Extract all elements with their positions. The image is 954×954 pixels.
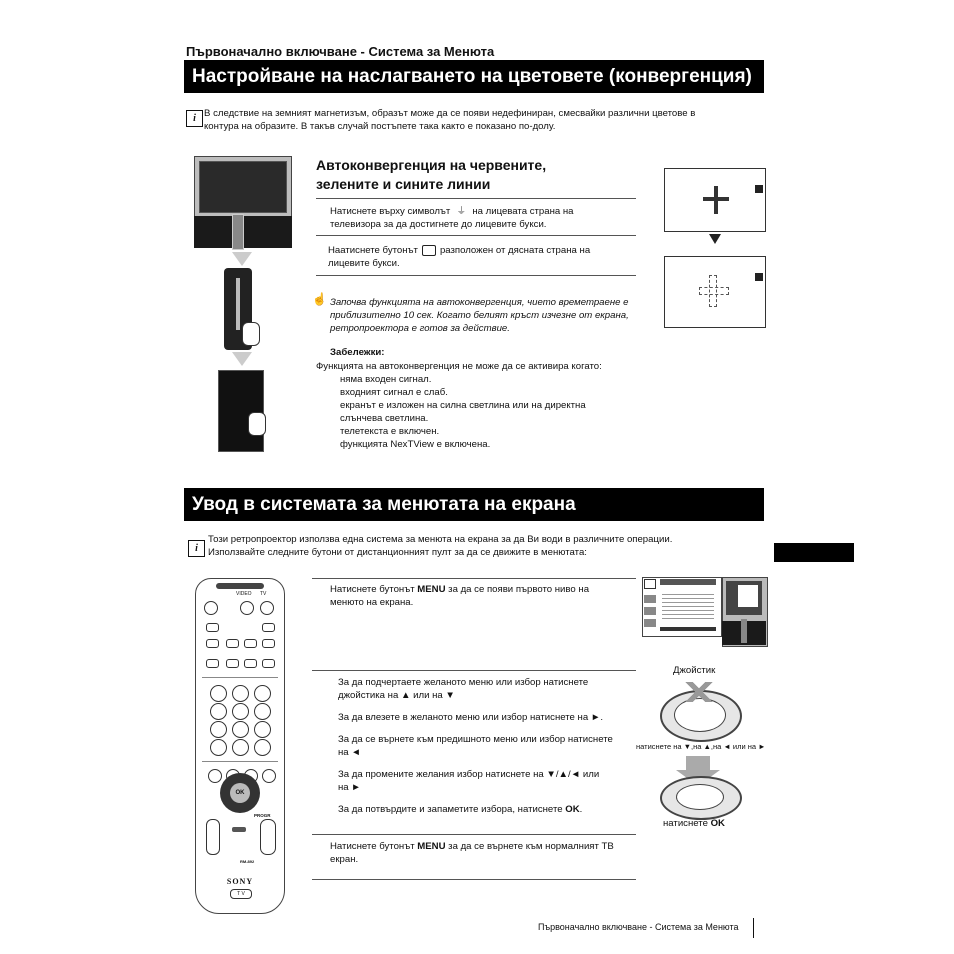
section2-intro: Този ретропроектор използва една система за менюта на екрана за да Ви води в различните операции. Използвайте следните бутони от дистанционният пулт за да се движите в менютата: <box>208 534 673 558</box>
remote-prog-label: PROGR <box>254 813 271 818</box>
remote-video-label: VIDEO <box>236 591 252 597</box>
front-panel-illustration <box>224 268 252 350</box>
ok-caption: натиснете OK <box>663 818 725 829</box>
section1-title: Настройване на наслагването на цветовете (конвергенция) <box>184 60 764 93</box>
remote-brand-logo: SONY <box>226 877 254 886</box>
divider <box>312 879 636 880</box>
autoconvergence-note: Започва функцията на автоконвергенция, чието времетраене е приблизително 10 сек. Когато белият кръст изчезне от екрана, ретропроектора е готов за действие. <box>330 297 629 334</box>
page-tab-marker <box>774 543 854 562</box>
arrow-down-icon <box>709 234 721 244</box>
menu-step-1: Натиснете бутонът MENU за да се появи първото ниво на менюто на екрана. <box>330 584 590 608</box>
page-footer: Първоначално включване - Система за Менюта <box>538 922 739 932</box>
remote-ok-label: OK <box>230 783 250 803</box>
divider <box>316 235 636 236</box>
arrow-down-icon <box>232 252 252 266</box>
section2-title: Увод в системата за менютата на екрана <box>184 488 764 521</box>
side-panel-illustration <box>218 370 262 454</box>
section1-intro: В следствие на земният магнетизъм, образът може да се появи недефиниран, смесвайки различни цветове в контура на образите. В такъв случай постъпете така както е показано по-долу. <box>204 108 696 132</box>
arrow-down-icon <box>232 352 252 366</box>
tv-front-illustration <box>194 156 292 248</box>
joystick-illustration <box>660 682 738 738</box>
info-icon: i <box>186 110 203 127</box>
footer-divider <box>753 918 754 938</box>
hand-pointer-icon: ☝ <box>312 292 327 306</box>
remote-model-label: RM-892 <box>240 859 255 864</box>
divider <box>312 670 636 671</box>
divider <box>312 578 636 579</box>
remote-control-illustration <box>195 578 285 914</box>
divider <box>316 275 636 276</box>
notes-intro: Функцията на автоконвергенция не може да се активира когато: <box>316 361 602 372</box>
convergence-step-2: Наатиснете бутонът разположен от дясната страна на лицевите букси. <box>328 245 591 269</box>
info-icon: i <box>188 540 205 557</box>
joystick-instructions: За да подчертаете желаното меню или избор натиснете джойстика на ▲ или на ▼ За да влезете в желаното меню или избор натиснете на ►. За да се върнете към предишното меню или избор натиснете на ◄ За да промените желания избор натиснете на ▼/▲/◄ или на ► За да потвърдите и запаметите избора, натиснете OK. <box>338 677 613 815</box>
joystick-caption: натиснете на ▼,на ▲,на ◄ или на ► <box>636 742 766 751</box>
remote-tv-label: TV <box>260 591 267 597</box>
convergence-step-1: Натиснете върху символът ⏚ на лицевата страна на телевизора за да достигнете до лицевите букси. <box>330 206 574 230</box>
divider <box>316 198 636 199</box>
convergence-button-icon <box>422 245 436 256</box>
notes-heading: Забележки: <box>330 347 385 358</box>
cross-screen-after <box>664 256 766 328</box>
section-label: Първоначално включване - Система за Менюта <box>186 44 495 59</box>
antenna-icon: ⏚ <box>456 206 467 217</box>
notes-list: няма входен сигнал. входният сигнал е слаб. екранът е изложен на силна светлина или на директна слънчева светлина. телетекста е включен. функцията NexTView е включена. <box>340 374 586 450</box>
autoconvergence-heading: Автоконвергенция на червените, зелените и сините линии <box>316 157 547 192</box>
ok-press-illustration <box>660 756 738 816</box>
cross-screen-before <box>664 168 766 232</box>
remote-tv-badge: T V <box>230 889 252 899</box>
joystick-icon <box>220 773 260 813</box>
joystick-label: Джойстик <box>673 665 716 676</box>
divider <box>312 834 636 835</box>
menu-step-3: Натиснете бутонът MENU за да се върнете към нормалният ТВ екран. <box>330 841 614 865</box>
menu-screen-illustration <box>642 577 764 645</box>
